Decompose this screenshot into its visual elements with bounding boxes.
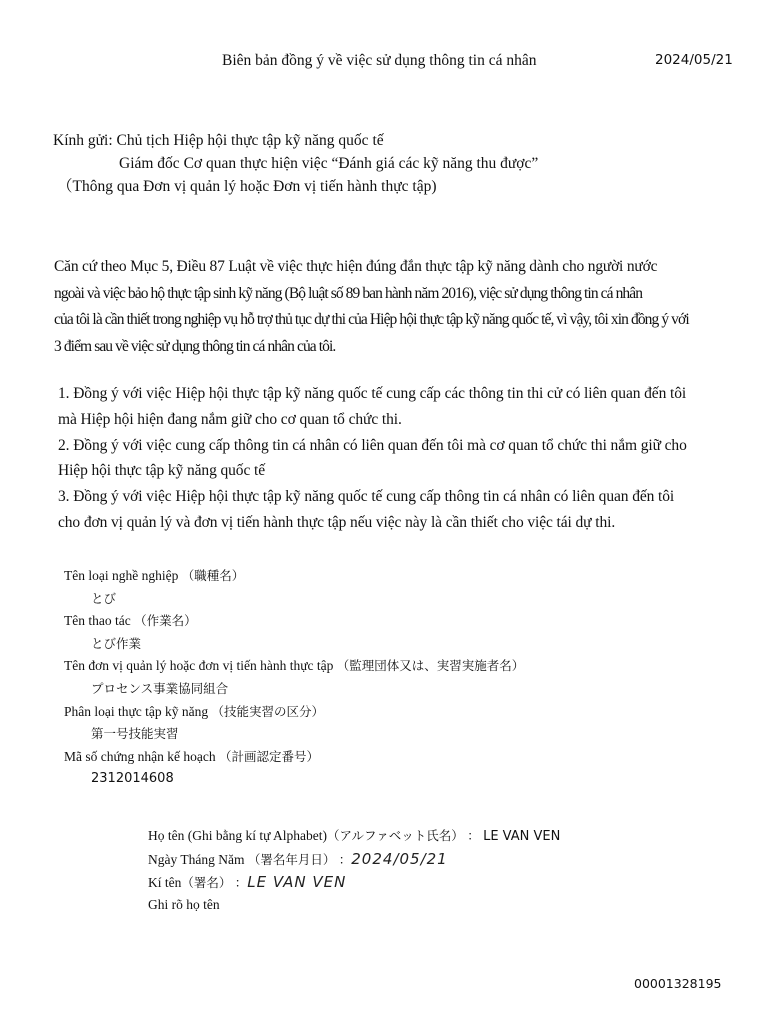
operation-value: とび作業 [91, 635, 142, 651]
category-label-vi: Phân loại thực tập kỹ năng [64, 703, 209, 719]
name-separator: ： [467, 828, 480, 843]
consent-item-2-line-2: Hiệp hội thực tập kỹ năng quốc tế [58, 462, 265, 480]
category-label-jp: （技能実習の区分） [211, 703, 325, 719]
organization-label-vi: Tên đơn vị quản lý hoặc đơn vị tiến hành thực tập [64, 658, 334, 674]
occupation-value: とび [91, 590, 117, 606]
name-value: LE VAN VEN [483, 829, 561, 844]
sign-label: Kí tên [148, 875, 182, 890]
organization-value: プロセンス事業協同組合 [91, 680, 229, 696]
date-separator: ： [338, 852, 352, 867]
category-label [64, 701, 524, 724]
intro-line-3: của tôi là cần thiết trong nghiệp vụ hỗ trợ thủ tục dự thi của Hiệp hội thực tập kỹ năng quốc tế, vì vậy, tôi xin đồng ý với [54, 311, 689, 328]
occupation-label-vi: Tên loại nghề nghiệp [64, 568, 179, 583]
intro-line-2: ngoài và việc bảo hộ thực tập sinh kỹ năng (Bộ luật số 89 ban hành năm 2016), việc sử dụng thông tin cá nhân [54, 284, 643, 302]
plan-number-label [64, 746, 524, 769]
name-row [148, 825, 560, 848]
operation-label [64, 610, 524, 633]
plan-number-value: 2312014608 [91, 771, 174, 787]
occupation-label-jp: （職種名） [181, 568, 245, 583]
date-label-jp: （署名年月日） [247, 852, 336, 867]
plan-number-label-jp: （計画認定番号） [219, 748, 320, 764]
name-label: Họ tên (Ghi bằng kí tự Alphabet) [148, 828, 328, 843]
recipient-line-2: Giám đốc Cơ quan thực hiện việc “Đánh giá các kỹ năng thu được” [119, 155, 539, 172]
recipients-block [53, 129, 538, 198]
intro-line-4: 3 điểm sau về việc sử dụng thông tin cá nhân của tôi. [54, 337, 336, 355]
document-date: 2024/05/21 [655, 52, 733, 68]
consent-item-2-line-1: 2. Đồng ý với việc cung cấp thông tin cá nhân có liên quan đến tôi mà cơ quan tổ chức thi nắm giữ cho [58, 436, 687, 454]
date-label: Ngày Tháng Năm [148, 852, 245, 867]
signature-block [148, 825, 560, 916]
consent-item-1-line-1: 1. Đồng ý với việc Hiệp hội thực tập kỹ năng quốc tế cung cấp các thông tin thi cử có liên quan đến tôi [58, 385, 687, 402]
organization-label [64, 655, 524, 678]
consent-item-3-line-1: 3. Đồng ý với việc Hiệp hội thực tập kỹ năng quốc tế cung cấp thông tin cá nhân có liên quan đến tôi [58, 488, 675, 506]
info-fields [64, 565, 524, 791]
operation-label-vi: Tên thao tác [64, 613, 131, 629]
intro-line-1: Căn cứ theo Mục 5, Điều 87 Luật về việc thực hiện đúng đắn thực tập kỹ năng dành cho người nước [54, 258, 658, 275]
handwritten-signature: LE VAN VEN [247, 873, 347, 891]
plan-number-label-vi: Mã số chứng nhận kế hoạch [64, 748, 216, 764]
name-label-jp: （アルファベット氏名） [327, 828, 464, 843]
document-title: Biên bản đồng ý về việc sử dụng thông tin cá nhân [222, 52, 537, 69]
sign-separator: ： [234, 875, 248, 890]
consent-items [58, 381, 687, 536]
handwritten-date: 2024/05/21 [351, 850, 448, 868]
document-number: 00001328195 [634, 976, 722, 991]
recipient-line-3: （Thông qua Đơn vị quản lý hoặc Đơn vị tiến hành thực tập) [57, 178, 437, 195]
organization-label-jp: （監理団体又は、実習実施者名） [336, 658, 525, 674]
sign-label-jp: （署名） [181, 875, 232, 890]
signature-note: Ghi rõ họ tên [148, 897, 220, 912]
sign-row [148, 871, 560, 894]
date-row [148, 848, 560, 871]
occupation-label [64, 565, 524, 588]
operation-label-jp: （作業名） [134, 613, 197, 629]
intro-paragraph [54, 254, 718, 360]
recipient-line-1: Kính gửi: Chủ tịch Hiệp hội thực tập kỹ năng quốc tế [53, 132, 384, 149]
category-value: 第一号技能実習 [91, 726, 179, 742]
consent-item-3-line-2: cho đơn vị quản lý và đơn vị tiến hành thực tập nếu việc này là cần thiết cho việc tái dự thi. [58, 513, 616, 531]
consent-item-1-line-2: mà Hiệp hội hiện đang nắm giữ cho cơ quan tổ chức thi. [58, 410, 402, 428]
